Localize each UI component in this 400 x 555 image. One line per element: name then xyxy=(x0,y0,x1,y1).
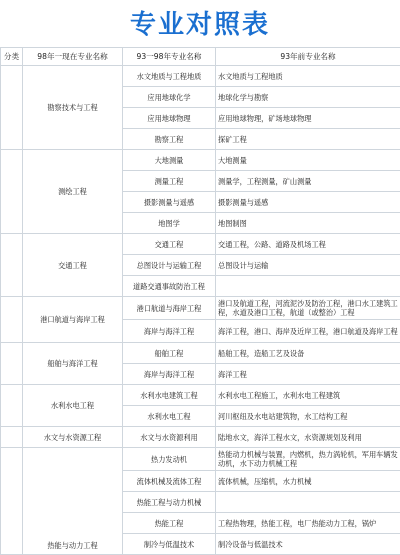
page-title: 专业对照表 xyxy=(0,0,400,44)
older-major-cell: 热能动力机械与装置，内燃机，热力涡轮机，军用车辆发动机，水下动力机械工程 xyxy=(216,448,400,471)
table-row xyxy=(1,66,400,87)
older-major-cell: 海洋工程，港口、海岸及近岸工程，港口航道及海岸工程 xyxy=(216,320,400,343)
older-major-cell xyxy=(216,492,400,513)
major-comparison-table xyxy=(0,47,400,555)
old-major-cell: 地图学 xyxy=(123,213,216,234)
current-major-cell: 港口航道与海岸工程 xyxy=(23,297,123,343)
category-cell xyxy=(1,234,23,297)
current-major-cell: 水利水电工程 xyxy=(23,385,123,427)
category-cell xyxy=(1,385,23,427)
old-major-cell: 应用地球物理 xyxy=(123,108,216,129)
old-major-cell: 海岸与海洋工程 xyxy=(123,320,216,343)
current-major-cell: 船舶与海洋工程 xyxy=(23,343,123,385)
table-row xyxy=(1,427,400,448)
older-major-cell: 海洋工程 xyxy=(216,364,400,385)
older-major-cell: 流体机械，压缩机，水力机械 xyxy=(216,471,400,492)
category-cell xyxy=(1,66,23,150)
old-major-cell: 热能工程 xyxy=(123,513,216,534)
old-major-cell: 测量工程 xyxy=(123,171,216,192)
category-cell xyxy=(1,448,23,555)
old-major-cell: 流体机械及流体工程 xyxy=(123,471,216,492)
old-major-cell: 水文与水资源利用 xyxy=(123,427,216,448)
header-93-98-name: 93一98年专业名称 xyxy=(123,48,216,66)
category-cell xyxy=(1,297,23,343)
old-major-cell: 海岸与海洋工程 xyxy=(123,364,216,385)
old-major-cell: 热能工程与动力机械 xyxy=(123,492,216,513)
table-row xyxy=(1,448,400,471)
header-pre-93-name: 93年前专业名称 xyxy=(216,48,400,66)
older-major-cell: 河川枢纽及水电站建筑物，水工结构工程 xyxy=(216,406,400,427)
current-major-cell: 勘察技术与工程 xyxy=(23,66,123,150)
older-major-cell: 交通工程，公路、道路及机场工程 xyxy=(216,234,400,255)
older-major-cell: 港口及航道工程，河流泥沙及防治工程，港口水工建筑工程，水道及港口工程，航道（或整治）工程 xyxy=(216,297,400,320)
older-major-cell: 总图设计与运输 xyxy=(216,255,400,276)
table-row xyxy=(1,385,400,406)
old-major-cell: 港口航道与海岸工程 xyxy=(123,297,216,320)
table-row xyxy=(1,234,400,255)
older-major-cell xyxy=(216,276,400,297)
old-major-cell: 道路交通事故防治工程 xyxy=(123,276,216,297)
older-major-cell: 应用地球物理，矿场地球物理 xyxy=(216,108,400,129)
current-major-cell: 水文与水资源工程 xyxy=(23,427,123,448)
header-category: 分类 xyxy=(1,48,23,66)
older-major-cell: 制冷设备与低温技术 xyxy=(216,534,400,555)
older-major-cell: 探矿工程 xyxy=(216,129,400,150)
old-major-cell: 水利水电工程 xyxy=(123,406,216,427)
old-major-cell: 船舶工程 xyxy=(123,343,216,364)
table-row xyxy=(1,343,400,364)
older-major-cell: 船舶工程，造船工艺及设备 xyxy=(216,343,400,364)
header-current-name: 98年一现在专业名称 xyxy=(23,48,123,66)
older-major-cell: 测量学，工程测量，矿山测量 xyxy=(216,171,400,192)
old-major-cell: 摄影测量与遥感 xyxy=(123,192,216,213)
current-major-cell: 测绘工程 xyxy=(23,150,123,234)
table-header-row xyxy=(1,48,400,66)
older-major-cell: 水文地质与工程地质 xyxy=(216,66,400,87)
older-major-cell: 地图制图 xyxy=(216,213,400,234)
old-major-cell: 总图设计与运输工程 xyxy=(123,255,216,276)
old-major-cell: 水文地质与工程地质 xyxy=(123,66,216,87)
older-major-cell: 大地测量 xyxy=(216,150,400,171)
older-major-cell: 水利水电工程施工，水利水电工程建筑 xyxy=(216,385,400,406)
category-cell xyxy=(1,343,23,385)
old-major-cell: 热力发动机 xyxy=(123,448,216,471)
current-major-cell: 热能与动力工程 xyxy=(23,448,123,555)
category-cell xyxy=(1,427,23,448)
old-major-cell: 应用地球化学 xyxy=(123,87,216,108)
older-major-cell: 工程热物理，热能工程，电厂热能动力工程，锅炉 xyxy=(216,513,400,534)
old-major-cell: 交通工程 xyxy=(123,234,216,255)
old-major-cell: 勘察工程 xyxy=(123,129,216,150)
category-cell xyxy=(1,150,23,234)
old-major-cell: 制冷与低温技术 xyxy=(123,534,216,555)
table-row xyxy=(1,297,400,320)
table-row xyxy=(1,150,400,171)
current-major-cell: 交通工程 xyxy=(23,234,123,297)
old-major-cell: 大地测量 xyxy=(123,150,216,171)
older-major-cell: 陆地水文，海洋工程水文，水资源规划及利用 xyxy=(216,427,400,448)
old-major-cell: 水利水电建筑工程 xyxy=(123,385,216,406)
older-major-cell: 地球化学与勘察 xyxy=(216,87,400,108)
older-major-cell: 摄影测量与遥感 xyxy=(216,192,400,213)
